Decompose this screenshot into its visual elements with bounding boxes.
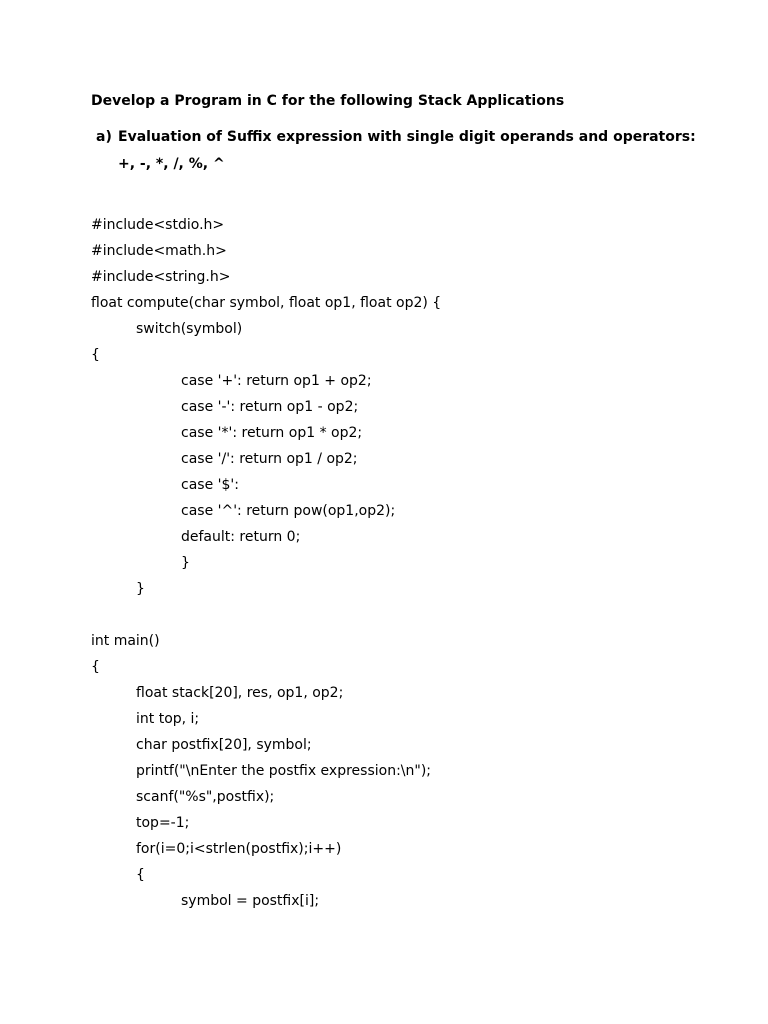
code-line: #include<math.h>	[91, 243, 227, 259]
code-line: case '$':	[181, 477, 239, 493]
code-line: }	[181, 555, 190, 571]
task-label: a)	[96, 129, 112, 145]
code-line: case '+': return op1 + op2;	[181, 373, 372, 389]
code-line: scanf("%s",postfix);	[136, 789, 275, 805]
code-line: }	[136, 581, 145, 597]
code-line: {	[136, 867, 145, 883]
code-line: case '^': return pow(op1,op2);	[181, 503, 396, 519]
code-line: default: return 0;	[181, 529, 301, 545]
code-line: int main()	[91, 633, 160, 649]
code-line: float compute(char symbol, float op1, float op2) {	[91, 295, 442, 311]
code-line: printf("\nEnter the postfix expression:\n");	[136, 763, 431, 779]
code-line: #include<stdio.h>	[91, 217, 225, 233]
task-description: Evaluation of Suffix expression with single digit operands and operators:	[118, 129, 696, 145]
code-line: case '/': return op1 / op2;	[181, 451, 358, 467]
document-title: Develop a Program in C for the following Stack Applications	[91, 93, 565, 109]
code-line: int top, i;	[136, 711, 200, 727]
task-operators: +, -, *, /, %, ^	[118, 156, 225, 172]
code-line: {	[91, 659, 100, 675]
code-line: float stack[20], res, op1, op2;	[136, 685, 344, 701]
code-line: switch(symbol)	[136, 321, 243, 337]
code-line: top=-1;	[136, 815, 190, 831]
code-line: #include<string.h>	[91, 269, 231, 285]
code-line: case '-': return op1 - op2;	[181, 399, 359, 415]
code-line: {	[91, 347, 100, 363]
code-line: char postfix[20], symbol;	[136, 737, 312, 753]
code-line: for(i=0;i<strlen(postfix);i++)	[136, 841, 342, 857]
code-line: case '*': return op1 * op2;	[181, 425, 363, 441]
code-line: symbol = postfix[i];	[181, 893, 320, 909]
